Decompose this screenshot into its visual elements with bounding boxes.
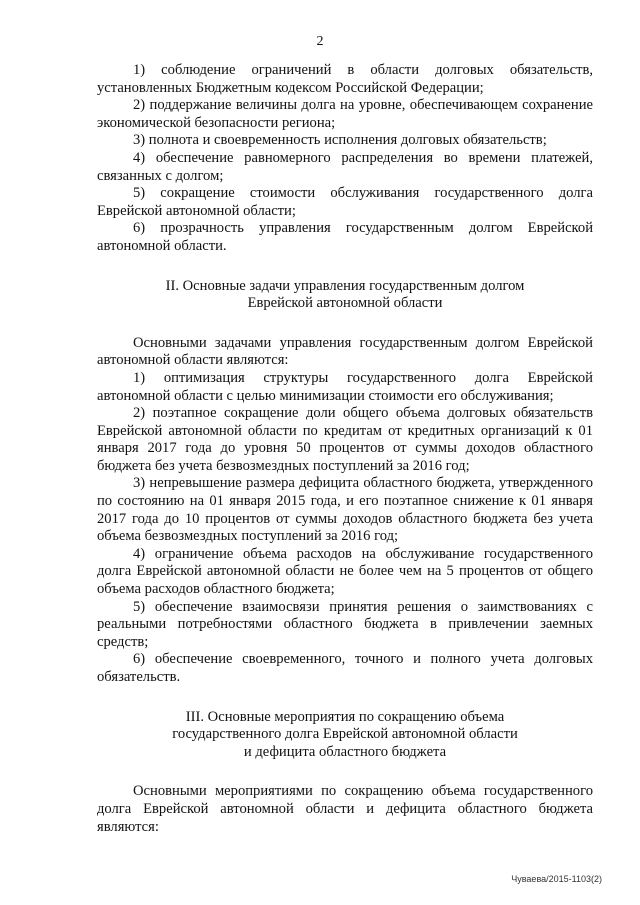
document-body [97, 62, 593, 836]
section-3-intro: Основными мероприятиями по сокращению объема государственного долга Еврейской автономной области и дефицита областного бюджета являются: [97, 783, 593, 835]
list-item: 1) соблюдение ограничений в области долговых обязательств, установленных Бюджетным кодексом Российской Федерации; [97, 62, 593, 96]
list-item: 1) оптимизация структуры государственного долга Еврейской автономной области с целью минимизации стоимости его обслуживания; [97, 369, 593, 404]
page-number: 2 [316, 34, 324, 49]
section-3-title [97, 709, 593, 762]
list-item: 6) прозрачность управления государственным долгом Еврейской автономной области. [97, 220, 593, 254]
section-2-title [97, 278, 593, 313]
list-item: 2) поэтапное сокращение доли общего объема долговых обязательств Еврейской автономной области по кредитам от кредитных организаций к 01 января 2017 года до уровня 50 процентов от суммы доходов областного бюджета без учета безвозмездных поступлений за 2016 год; [97, 405, 593, 474]
list-item: 4) ограничение объема расходов на обслуживание государственного долга Еврейской автономной области не более чем на 5 процентов от общего объема расходов областного бюджета; [97, 545, 593, 598]
section-3-title-line: государственного долга Еврейской автономной области [172, 726, 518, 743]
section-2-title-line: Еврейской автономной области [247, 295, 443, 312]
list-item: 4) обеспечение равномерного распределения во времени платежей, связанных с долгом; [97, 149, 593, 184]
goals-list [97, 62, 593, 256]
list-item: 2) поддержание величины долга на уровне, обеспечивающем сохранение экономической безопасности региона; [97, 97, 593, 131]
list-item: 5) сокращение стоимости обслуживания государственного долга Еврейской автономной области; [97, 185, 593, 219]
list-item: 6) обеспечение своевременного, точного и полного учета долговых обязательств. [97, 651, 593, 685]
list-item: 3) непревышение размера дефицита областного бюджета, утвержденного по состоянию на 01 января 2015 года, и его поэтапное снижение к 01 января 2017 года до 10 процентов от суммы доходов областного бюджета без учета объема безвозмездных поступлений за 2016 год; [97, 475, 593, 545]
list-item: 5) обеспечение взаимосвязи принятия решения о заимствованиях с реальными потребностями областного бюджета в привлечении заемных средств; [97, 598, 593, 650]
section-2-intro: Основными задачами управления государственным долгом Еврейской автономной области являются: [97, 334, 593, 369]
section-3-title-line: и дефицита областного бюджета [243, 743, 447, 760]
list-item: 3) полнота и своевременность исполнения долговых обязательств; [133, 132, 547, 149]
document-footer-code: Чуваева/2015-1103(2) [511, 874, 602, 884]
section-2-title-line: II. Основные задачи управления государственным долгом [165, 277, 525, 294]
section-3-title-line: III. Основные мероприятия по сокращению объема [185, 708, 505, 725]
section-2-tasks-list [97, 370, 593, 687]
